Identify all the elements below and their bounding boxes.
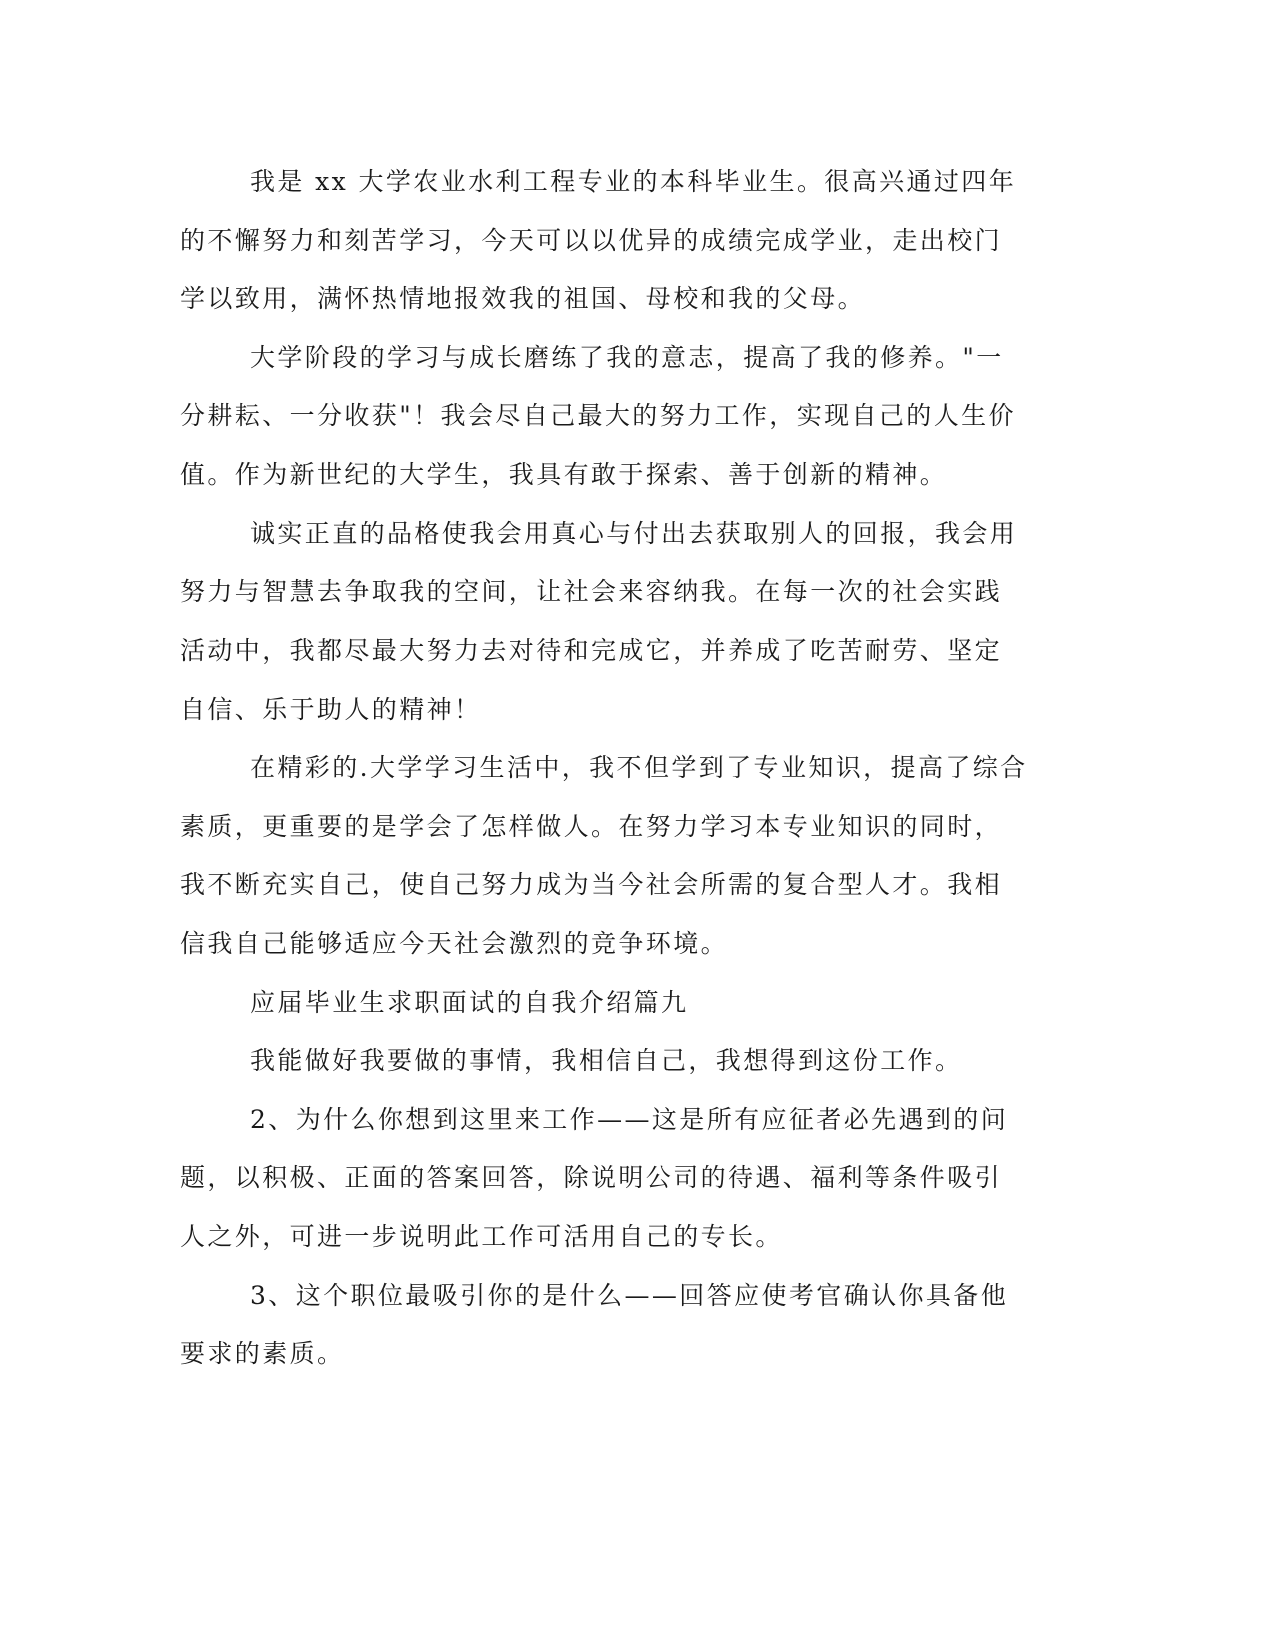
paragraph-6-line-1: 2、为什么你想到这里来工作——这是所有应征者必先遇到的问 [250, 1105, 1009, 1134]
paragraph-3-line-3: 活动中，我都尽最大努力去对待和完成它，并养成了吃苦耐劳、坚定 [180, 636, 1003, 665]
paragraph-1-line-2: 的不懈努力和刻苦学习，今天可以以优异的成绩完成学业，走出校门 [180, 226, 1003, 255]
paragraph-6-line-3: 人之外，可进一步说明此工作可活用自己的专长。 [180, 1222, 783, 1251]
paragraph-4-line-1: 在精彩的.大学学习生活中，我不但学到了专业知识，提高了综合 [250, 753, 1028, 782]
paragraph-3-line-1: 诚实正直的品格使我会用真心与付出去获取别人的回报，我会用 [250, 519, 1018, 548]
paragraph-4-line-3: 我不断充实自己，使自己努力成为当今社会所需的复合型人才。我相 [180, 870, 1003, 899]
paragraph-2-line-1: 大学阶段的学习与成长磨练了我的意志，提高了我的修养。"一 [250, 343, 1004, 372]
paragraph-2-line-2: 分耕耘、一分收获"！我会尽自己最大的努力工作，实现自己的人生价 [180, 401, 1016, 430]
paragraph-4-line-4: 信我自己能够适应今天社会激烈的竞争环境。 [180, 929, 729, 958]
paragraph-6-line-2: 题，以积极、正面的答案回答，除说明公司的待遇、福利等条件吸引 [180, 1163, 1003, 1192]
paragraph-7-line-2: 要求的素质。 [180, 1339, 345, 1368]
paragraph-2-line-3: 值。作为新世纪的大学生，我具有敢于探索、善于创新的精神。 [180, 460, 948, 489]
paragraph-4-line-2: 素质，更重要的是学会了怎样做人。在努力学习本专业知识的同时， [180, 812, 1003, 841]
paragraph-1-line-3: 学以致用，满怀热情地报效我的祖国、母校和我的父母。 [180, 284, 866, 313]
paragraph-3-line-2: 努力与智慧去争取我的空间，让社会来容纳我。在每一次的社会实践 [180, 577, 1003, 606]
paragraph-5-line-1: 我能做好我要做的事情，我相信自己，我想得到这份工作。 [250, 1046, 963, 1075]
paragraph-3-line-4: 自信、乐于助人的精神！ [180, 695, 482, 724]
section-heading: 应届毕业生求职面试的自我介绍篇九 [250, 988, 689, 1017]
paragraph-1-line-1: 我是 xx 大学农业水利工程专业的本科毕业生。很高兴通过四年 [250, 167, 1017, 196]
paragraph-7-line-1: 3、这个职位最吸引你的是什么——回答应使考官确认你具备他 [250, 1281, 1009, 1310]
